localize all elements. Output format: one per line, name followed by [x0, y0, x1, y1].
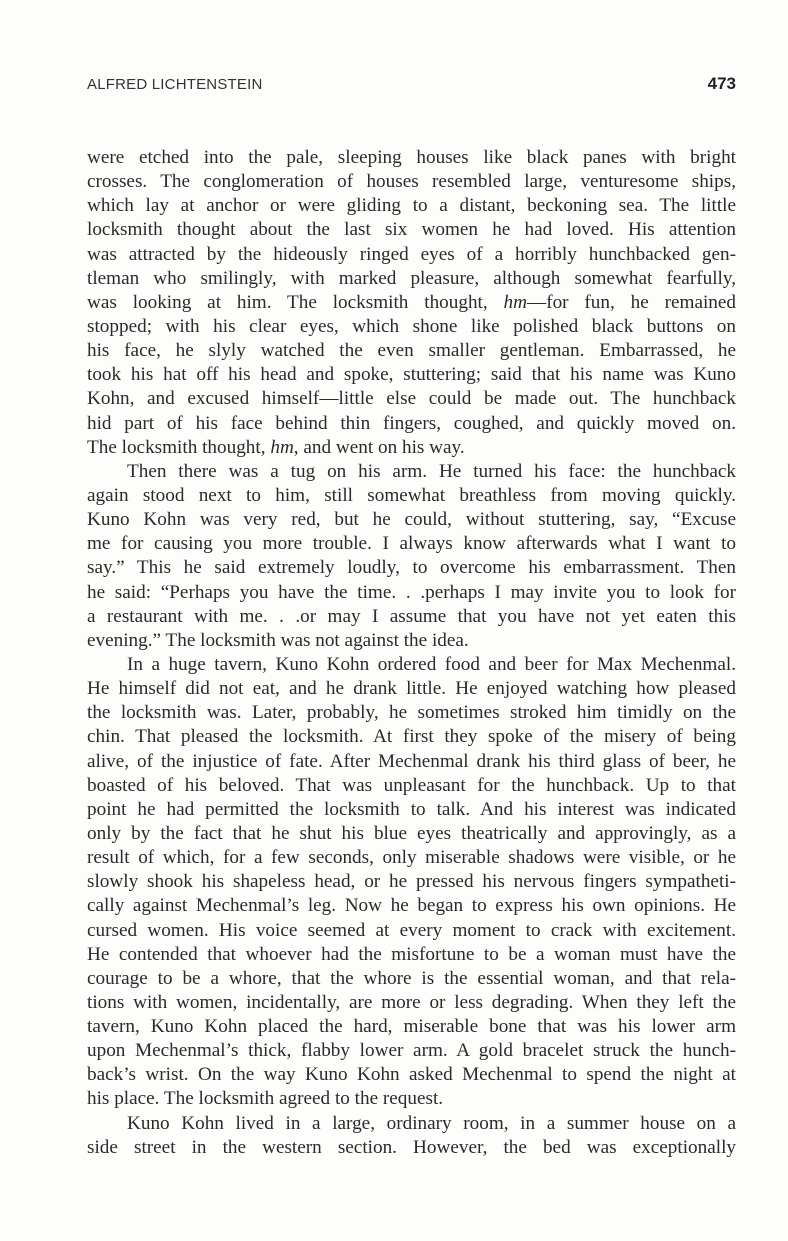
text-line: [87, 315, 736, 339]
text-segment: locksmith thought about the last six women he had loved. His attention: [87, 219, 736, 241]
text-line: [87, 1015, 736, 1039]
text-segment: me for causing you more trouble. I always know afterwards what I want to: [87, 533, 736, 555]
text-line: [87, 677, 736, 701]
text-segment: the locksmith was. Later, probably, he sometimes stroked him timidly on the: [87, 702, 736, 724]
text-segment: back’s wrist. On the way Kuno Kohn asked Mechenmal to spend the night at: [87, 1064, 736, 1086]
text-segment: only by the fact that he shut his blue eyes theatrically and approvingly, as a: [87, 822, 736, 844]
text-line: [87, 291, 736, 315]
text-line: [87, 387, 736, 411]
text-line: [87, 798, 736, 822]
text-line: [87, 339, 736, 363]
text-segment: side street in the western section. However, the bed was exceptionally: [87, 1136, 736, 1158]
text-line: [87, 653, 736, 677]
text-line: [87, 194, 736, 218]
paragraph: [87, 460, 736, 653]
text-line: [87, 412, 736, 436]
text-segment: was attracted by the hideously ringed eyes of a horribly hunchbacked gen-: [87, 243, 736, 265]
text-segment: which lay at anchor or were gliding to a distant, beckoning sea. The little: [87, 195, 736, 217]
text-line: [87, 750, 736, 774]
paragraph: [87, 653, 736, 1112]
text-line: [87, 556, 736, 580]
text-line: [87, 267, 736, 291]
text-line: [87, 967, 736, 991]
text-line: [87, 846, 736, 870]
text-segment: —for fun, he remained: [527, 291, 736, 313]
text-segment: he said: “Perhaps you have the time. . .perhaps I may invite you to look for: [87, 581, 736, 603]
text-line: [87, 822, 736, 846]
text-segment: hid part of his face behind thin fingers, coughed, and quickly moved on.: [87, 412, 736, 434]
text-line: [87, 1063, 736, 1087]
text-segment: crosses. The conglomeration of houses resembled large, venturesome ships,: [87, 171, 736, 193]
text-segment: Kohn, and excused himself—little else could be made out. The hunchback: [87, 388, 736, 410]
text-segment: chin. That pleased the locksmith. At first they spoke of the misery of being: [87, 726, 736, 748]
text-line: [87, 701, 736, 725]
text-line: [87, 484, 736, 508]
text-segment: was looking at him. The locksmith thought,: [87, 291, 504, 313]
text-line: [87, 605, 736, 629]
text-segment: In a huge tavern, Kuno Kohn ordered food and beer for Max Mechenmal.: [127, 653, 736, 675]
text-segment: say.” This he said extremely loudly, to overcome his embarrassment. Then: [87, 557, 736, 579]
body-text: [87, 146, 736, 1160]
text-line: [87, 1039, 736, 1063]
text-segment: were etched into the pale, sleeping houses like black panes with bright: [87, 147, 736, 168]
text-segment: courage to be a whore, that the whore is the essential woman, and that rela-: [87, 967, 736, 989]
text-line: [87, 919, 736, 943]
text-segment: slowly shook his shapeless head, or he pressed his nervous fingers sympatheti-: [87, 871, 736, 893]
text-line: [87, 1112, 736, 1136]
text-segment: Kuno Kohn lived in a large, ordinary room, in a summer house on a: [127, 1112, 736, 1134]
running-head: ALFRED LICHTENSTEIN: [87, 76, 263, 93]
text-line: [87, 894, 736, 918]
text-line: [87, 532, 736, 556]
text-line: [87, 436, 736, 460]
paragraph: [87, 1112, 736, 1160]
italic-text: hm: [503, 291, 527, 313]
text-segment: a restaurant with me. . .or may I assume that you have not yet eaten this: [87, 605, 736, 627]
text-segment: tions with women, incidentally, are more or less degrading. When they left the: [87, 991, 736, 1013]
text-line: [87, 1087, 736, 1111]
text-line: [87, 146, 736, 170]
text-segment: cursed women. His voice seemed at every moment to crack with excitement.: [87, 919, 736, 941]
text-line: [87, 943, 736, 967]
text-segment: alive, of the injustice of fate. After Mechenmal drank his third glass of beer, he: [87, 750, 736, 772]
paragraph: [87, 146, 736, 460]
text-segment: stopped; with his clear eyes, which shone like polished black buttons on: [87, 315, 736, 337]
text-line: [87, 363, 736, 387]
text-segment: The locksmith thought,: [87, 436, 271, 458]
text-segment: his face, he slyly watched the even smaller gentleman. Embarrassed, he: [87, 340, 736, 362]
text-line: [87, 629, 736, 653]
text-segment: result of which, for a few seconds, only miserable shadows were visible, or he: [87, 847, 736, 869]
text-segment: his place. The locksmith agreed to the request.: [87, 1088, 444, 1110]
text-segment: boasted of his beloved. That was unpleasant for the hunchback. Up to that: [87, 774, 736, 796]
text-segment: Kuno Kohn was very red, but he could, without stuttering, say, “Excuse: [87, 509, 736, 531]
text-line: [87, 581, 736, 605]
text-segment: point he had permitted the locksmith to talk. And his interest was indicated: [87, 798, 736, 820]
text-segment: He contended that whoever had the misfortune to be a woman must have the: [87, 943, 736, 965]
page-number: 473: [707, 74, 736, 93]
text-line: [87, 218, 736, 242]
text-line: [87, 991, 736, 1015]
text-segment: tleman who smilingly, with marked pleasure, although somewhat fearfully,: [87, 267, 736, 289]
text-segment: again stood next to him, still somewhat breathless from moving quickly.: [87, 484, 736, 506]
text-line: [87, 460, 736, 484]
text-line: [87, 170, 736, 194]
text-segment: , and went on his way.: [293, 436, 465, 458]
text-segment: He himself did not eat, and he drank little. He enjoyed watching how pleased: [87, 678, 736, 700]
text-segment: Then there was a tug on his arm. He turned his face: the hunchback: [127, 460, 736, 482]
text-segment: evening.” The locksmith was not against the idea.: [87, 629, 469, 651]
text-line: [87, 1136, 736, 1160]
page-header: [87, 74, 736, 98]
italic-text: hm: [270, 436, 294, 458]
text-segment: upon Mechenmal’s thick, flabby lower arm. A gold bracelet struck the hunch-: [87, 1040, 736, 1062]
text-line: [87, 774, 736, 798]
text-line: [87, 870, 736, 894]
text-line: [87, 725, 736, 749]
text-segment: cally against Mechenmal’s leg. Now he began to express his own opinions. He: [87, 895, 736, 917]
text-segment: took his hat off his head and spoke, stuttering; said that his name was Kuno: [87, 364, 736, 386]
text-line: [87, 508, 736, 532]
text-line: [87, 243, 736, 267]
text-segment: tavern, Kuno Kohn placed the hard, miserable bone that was his lower arm: [87, 1016, 736, 1038]
